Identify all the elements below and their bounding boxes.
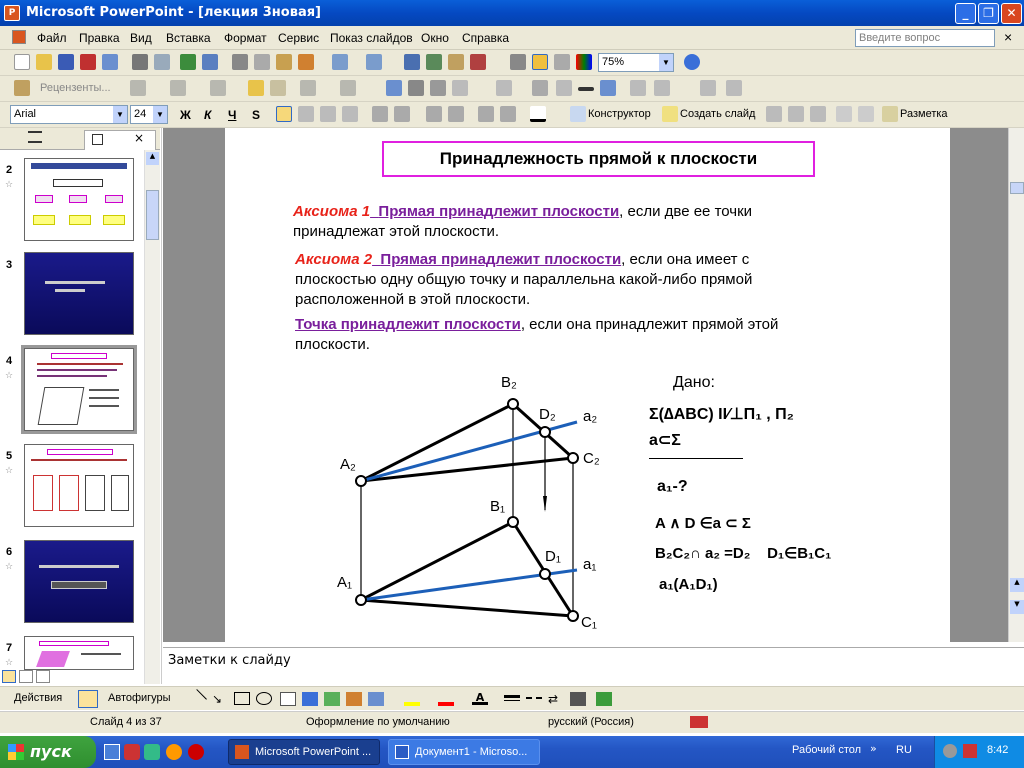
format-picture-icon[interactable] [654, 80, 670, 96]
task-powerpoint-label: Microsoft PowerPoint ... [255, 746, 372, 758]
permission-icon[interactable] [80, 54, 96, 70]
help-icon[interactable] [684, 54, 700, 70]
email-icon[interactable] [102, 54, 118, 70]
system-tray [934, 736, 1024, 768]
scroll-thumb[interactable] [1010, 182, 1024, 194]
thumb-number: 5 [6, 450, 13, 462]
align-center-icon[interactable] [298, 106, 314, 122]
font-size-value: 24 [134, 108, 147, 120]
new-slide-button[interactable]: Создать слайд [680, 108, 756, 120]
contrast-icon[interactable] [452, 80, 468, 96]
open-icon[interactable] [36, 54, 52, 70]
slide-counter: Слайд 4 из 37 [90, 716, 162, 728]
windows-logo-icon [8, 744, 24, 760]
axiom-2-line3: расположенной в этой плоскости. [295, 291, 531, 308]
copy-icon[interactable] [254, 54, 270, 70]
outline-tab-icon[interactable] [28, 131, 42, 143]
cut-icon[interactable] [232, 54, 248, 70]
font-color-icon[interactable] [530, 106, 546, 122]
point-rule-text: , если она принадлежит прямой этой [520, 316, 779, 333]
autoshapes-menu[interactable]: Автофигуры [108, 692, 171, 704]
slide-canvas[interactable] [225, 128, 950, 642]
preview-icon[interactable] [154, 54, 170, 70]
prev-comment-icon[interactable] [130, 80, 146, 96]
save-icon[interactable] [58, 54, 74, 70]
menu-file[interactable]: Файл [37, 31, 67, 45]
insert-hyperlink-icon[interactable] [470, 54, 486, 70]
label-a1: a₁ [583, 556, 597, 573]
given-divider [649, 458, 743, 459]
doc-close-button[interactable]: × [1004, 29, 1013, 45]
new-slide-icon[interactable] [662, 106, 678, 122]
taskbar [0, 736, 1024, 768]
justify-icon[interactable] [342, 106, 358, 122]
line-icon[interactable] [187, 689, 207, 709]
label-C2: C₂ [583, 450, 600, 467]
axiom-1-line2: принадлежат этой плоскости. [293, 223, 500, 240]
axiom-2-label: Аксиома 2 [295, 251, 373, 268]
label-B2: B₂ [501, 374, 517, 391]
layout-button[interactable]: Разметка [900, 108, 948, 120]
increase-font-icon[interactable] [426, 106, 442, 122]
close-pane-icon[interactable]: × [134, 131, 145, 145]
spelling-status-icon[interactable] [690, 716, 708, 728]
oval-icon[interactable] [256, 692, 272, 705]
diagram-icon[interactable] [324, 692, 340, 706]
given-heading: Дано: [673, 374, 715, 391]
reviewing-toolbar [0, 76, 1024, 102]
numbering-icon[interactable] [372, 106, 388, 122]
tables-borders-icon[interactable] [448, 54, 464, 70]
formatting-toolbar [0, 102, 1024, 128]
menu-bar [0, 26, 1024, 50]
fill-color-icon[interactable] [404, 692, 420, 706]
point-rule-line2: плоскости. [295, 336, 370, 353]
axiom-1-text: , если две ее точки [619, 203, 753, 220]
slide-thumbnail[interactable] [24, 444, 134, 527]
tray-icon[interactable] [943, 744, 957, 758]
normal-view-icon[interactable] [2, 670, 16, 683]
recolor-icon[interactable] [630, 80, 646, 96]
line-color-icon[interactable] [438, 692, 454, 706]
menu-insert[interactable]: Вставка [166, 31, 211, 45]
rectangle-icon[interactable] [234, 692, 250, 705]
shadow-button[interactable]: S [252, 108, 261, 122]
textbox-icon[interactable] [280, 692, 296, 706]
language-indicator[interactable]: RU [896, 744, 912, 756]
spelling-icon[interactable] [180, 54, 196, 70]
slide-thumbnail[interactable] [24, 252, 134, 335]
compress-icon[interactable] [600, 80, 616, 96]
bold-button[interactable]: Ж [180, 108, 191, 122]
italic-button[interactable]: К [204, 108, 212, 122]
font-size-select[interactable] [130, 105, 168, 124]
scroll-up-icon[interactable]: ▲ [146, 152, 159, 165]
solution-line-1: A ∧ D ∈a ⊂ Σ [655, 515, 751, 532]
insert-picture-icon[interactable] [368, 692, 384, 706]
task-word-label: Документ1 - Microso... [415, 746, 528, 758]
quicklaunch-icon[interactable] [124, 744, 140, 760]
format-icon[interactable] [836, 106, 852, 122]
star-icon: ☆ [5, 371, 14, 381]
reviewing-pane-icon[interactable] [340, 80, 356, 96]
axiom-2-text: , если она имеет с [621, 251, 750, 268]
redo-icon[interactable] [366, 54, 382, 70]
prev-slide-icon[interactable]: ▲ [1010, 578, 1024, 592]
powerpoint-icon [235, 745, 249, 759]
tray-icon[interactable] [963, 744, 977, 758]
next-comment-icon[interactable] [170, 80, 186, 96]
font-color-icon[interactable]: A [472, 691, 488, 705]
browser-icon[interactable] [188, 744, 204, 760]
chevron-down-icon[interactable]: ▼ [113, 106, 127, 123]
format-icon-2[interactable] [858, 106, 874, 122]
slideshow-icon[interactable] [36, 670, 50, 683]
notes-placeholder: Заметки к слайду [168, 653, 291, 668]
reviewers-dropdown[interactable]: Рецензенты... [40, 82, 111, 94]
bullets-icon[interactable] [394, 106, 410, 122]
point-rule-link[interactable]: Точка принадлежит плоскости [295, 316, 521, 333]
menu-view[interactable]: Вид [130, 31, 152, 45]
subscript-icon[interactable] [766, 106, 782, 122]
language-status: русский (Россия) [548, 716, 634, 728]
star-icon: ☆ [5, 466, 14, 476]
pane-tabs [0, 128, 160, 150]
help-search-input[interactable]: Введите вопрос [855, 29, 995, 47]
menu-format[interactable]: Формат [224, 31, 267, 45]
thumb-number: 7 [6, 642, 13, 654]
slides-pane-scrollbar[interactable] [144, 150, 160, 684]
underline-button[interactable]: Ч [228, 108, 237, 122]
label-A2: A₂ [340, 456, 356, 473]
desktop-toolbar[interactable]: Рабочий стол [792, 744, 862, 756]
color-grayscale-icon[interactable] [576, 54, 592, 70]
expand-all-icon[interactable] [510, 54, 526, 70]
status-bar [0, 711, 1024, 733]
brightness-icon[interactable] [496, 80, 512, 96]
design-button[interactable]: Конструктор [588, 108, 651, 120]
menu-help[interactable]: Справка [462, 31, 510, 45]
minimize-button[interactable]: _ [955, 3, 976, 24]
thumb-number: 6 [6, 546, 13, 558]
quicklaunch-icon[interactable] [144, 744, 160, 760]
wordart-icon[interactable] [302, 692, 318, 706]
actions-menu[interactable]: Действия [14, 692, 63, 704]
layout-icon[interactable] [882, 106, 898, 122]
clock[interactable]: 8:42 [987, 744, 1009, 756]
label-A1: A₁ [337, 574, 353, 591]
transparent-color-icon[interactable] [700, 80, 716, 96]
dash-style-icon[interactable] [526, 697, 542, 699]
crop-icon[interactable] [532, 80, 548, 96]
task-word[interactable] [388, 739, 540, 765]
thumb-number: 3 [6, 259, 13, 271]
research-icon[interactable] [202, 54, 218, 70]
label-a2: a₂ [583, 408, 598, 425]
equation-icon[interactable] [810, 106, 826, 122]
superscript-icon[interactable] [788, 106, 804, 122]
label-D1: D₁ [545, 548, 561, 565]
menu-slideshow[interactable]: Показ слайдов [330, 31, 413, 45]
window-titlebar[interactable] [0, 0, 1024, 26]
window-title: Microsoft PowerPoint - [лекция 3новая] [26, 5, 322, 20]
thumb-number: 2 [6, 164, 13, 176]
font-value: Arial [14, 108, 37, 120]
next-slide-icon[interactable]: ▼ [1010, 600, 1024, 614]
insert-table-icon[interactable] [426, 54, 442, 70]
insert-chart-icon[interactable] [404, 54, 420, 70]
select-objects-icon[interactable] [78, 690, 98, 708]
media-player-icon[interactable] [166, 744, 182, 760]
maximize-button[interactable]: ❐ [978, 3, 999, 24]
slide-thumbnail[interactable] [24, 158, 134, 241]
axiom-1-label: Аксиома 1 [293, 203, 371, 220]
show-formatting-icon[interactable] [532, 54, 548, 70]
doc-icon[interactable] [12, 30, 26, 44]
color-icon[interactable] [430, 80, 446, 96]
label-C1: C₁ [581, 614, 597, 631]
slide-thumbnail-selected[interactable] [24, 348, 134, 431]
arrow-icon[interactable]: ↘ [212, 692, 223, 706]
design-template[interactable]: Оформление по умолчанию [306, 716, 450, 728]
solution-line-2: B₂C₂∩ a₂ =D₂ D₁∈B₁C₁ [655, 545, 832, 562]
menu-tools[interactable]: Сервис [278, 31, 320, 45]
reset-picture-icon[interactable] [726, 80, 742, 96]
print-icon[interactable] [132, 54, 148, 70]
insert-comment-icon[interactable] [248, 80, 264, 96]
decrease-indent-icon[interactable] [478, 106, 494, 122]
apply-icon[interactable] [210, 80, 226, 96]
arrow-style-icon[interactable]: ⇄ [548, 692, 559, 706]
new-icon[interactable] [14, 54, 30, 70]
label-B1: B₁ [490, 498, 506, 515]
clipart-icon[interactable] [346, 692, 362, 706]
menu-edit[interactable]: Правка [79, 31, 120, 45]
3d-style-icon[interactable] [596, 692, 612, 706]
format-painter-icon[interactable] [298, 54, 314, 70]
label-D2: D₂ [539, 406, 556, 423]
axiom-2-line2: плоскостью одну общую точку и параллельна какой-либо прямой [295, 271, 753, 288]
toolbar-chevron-icon[interactable]: » [870, 742, 877, 755]
slides-pane [0, 128, 162, 684]
word-icon [395, 745, 409, 759]
zoom-value: 75% [602, 56, 625, 68]
show-grid-icon[interactable] [554, 54, 570, 70]
slide-scrollbar[interactable] [1008, 128, 1024, 642]
star-icon: ☆ [5, 658, 14, 668]
markup-icon[interactable] [14, 80, 30, 96]
desktop-quicklaunch-icon[interactable] [104, 744, 120, 760]
design-icon[interactable] [570, 106, 586, 122]
close-button[interactable]: ✕ [1001, 3, 1022, 24]
thumb-number: 4 [6, 355, 13, 367]
chevron-down-icon[interactable]: ▼ [153, 106, 167, 123]
question-line: a₁-? [657, 478, 688, 495]
insert-picture-icon[interactable] [408, 80, 424, 96]
axiom-1-link[interactable]: Прямая принадлежит плоскости [378, 203, 620, 220]
view-buttons [0, 670, 162, 684]
star-icon: ☆ [5, 180, 14, 190]
decrease-font-icon[interactable] [448, 106, 464, 122]
solution-line-3: a₁(A₁D₁) [659, 576, 718, 593]
edit-comment-icon[interactable] [270, 80, 286, 96]
slide-thumbnail[interactable] [24, 636, 134, 670]
delete-comment-icon[interactable] [300, 80, 316, 96]
paste-icon[interactable] [276, 54, 292, 70]
align-right-icon[interactable] [320, 106, 336, 122]
task-powerpoint[interactable] [228, 739, 380, 765]
slide-title: Принадлежность прямой к плоскости [382, 141, 815, 177]
axiom-2-link[interactable]: Прямая принадлежит плоскости [380, 251, 622, 268]
shadow-style-icon[interactable] [570, 692, 586, 706]
slides-tab-icon [92, 134, 103, 145]
standard-toolbar [0, 50, 1024, 76]
slide-thumbnail[interactable] [24, 540, 134, 623]
increase-indent-icon[interactable] [500, 106, 516, 122]
star-icon: ☆ [5, 562, 14, 572]
start-label: пуск [30, 742, 72, 761]
chevron-down-icon[interactable]: ▼ [659, 54, 673, 71]
rotate-icon[interactable] [556, 80, 572, 96]
slide-sorter-icon[interactable] [19, 670, 33, 683]
undo-icon[interactable] [332, 54, 348, 70]
powerpoint-app-icon[interactable]: P [4, 5, 20, 21]
picture-icon[interactable] [386, 80, 402, 96]
align-left-icon[interactable] [276, 106, 292, 122]
line-style-icon[interactable] [578, 87, 594, 91]
menu-window[interactable]: Окно [421, 31, 449, 45]
scroll-thumb[interactable] [146, 190, 159, 240]
given-line-1: Σ(∆ABC) II⁄⊥Π₁ , Π₂ [649, 406, 794, 423]
zoom-select[interactable] [598, 53, 674, 72]
notes-pane[interactable] [163, 647, 1024, 685]
given-line-2: a⊂Σ [649, 432, 681, 449]
drawing-toolbar [0, 686, 1024, 710]
line-style-icon[interactable] [504, 695, 520, 701]
font-select[interactable] [10, 105, 128, 124]
